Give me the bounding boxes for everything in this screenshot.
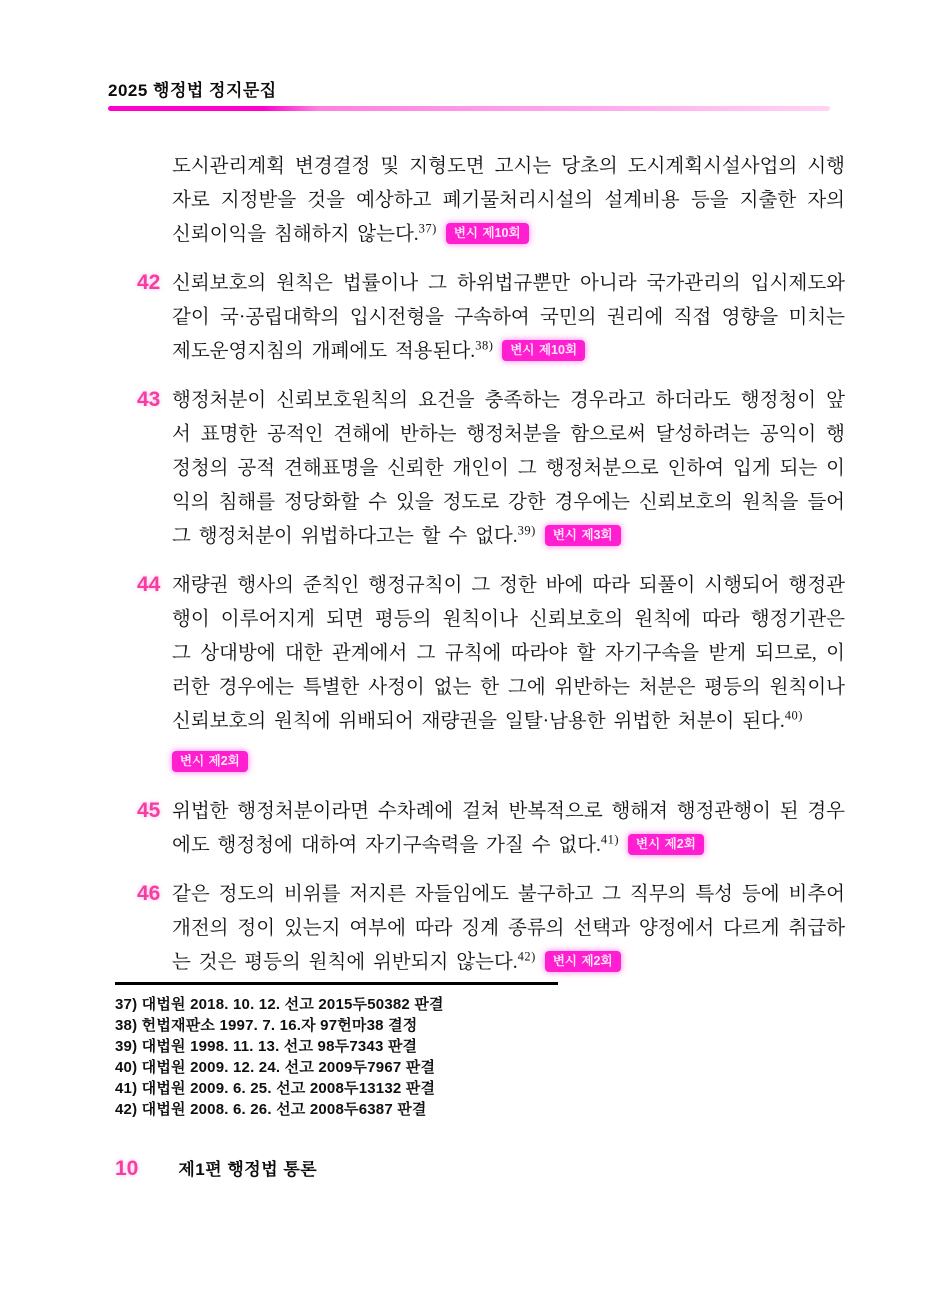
footnotes-section	[115, 982, 635, 1120]
footnote-ref: 40)	[784, 708, 803, 723]
footnote-37: 37) 대법원 2018. 10. 12. 선고 2015두50382 판결	[115, 996, 444, 1013]
exam-badge: 변시 제2회	[628, 834, 704, 855]
statement-text: 도시관리계획 변경결정 및 지형도면 고시는 당초의 도시계획시설사업의 시행자로 지정받을 것을 예상하고 폐기물처리시설의 설계비용 등을 지출한 자의 신뢰이익을 침해하지 않는다.	[172, 156, 845, 245]
statement-item-46	[137, 878, 845, 980]
item-number: 46	[137, 882, 161, 905]
statement-item-45	[137, 795, 845, 863]
badge-line	[172, 746, 845, 780]
exam-badge: 변시 제2회	[545, 951, 621, 972]
section-title: 제1편 행정법 통론	[178, 1160, 318, 1179]
page-header	[108, 76, 830, 111]
footnote-42: 42) 대법원 2008. 6. 26. 선고 2008두6387 판결	[115, 1101, 427, 1118]
footnote-39: 39) 대법원 1998. 11. 13. 선고 98두7343 판결	[115, 1038, 418, 1055]
item-number: 44	[137, 573, 161, 596]
exam-badge: 변시 제10회	[502, 340, 585, 361]
footnote-41: 41) 대법원 2009. 6. 25. 선고 2008두13132 판결	[115, 1080, 436, 1097]
statement-text: 행정처분이 신뢰보호원칙의 요건을 충족하는 경우라고 하더라도 행정청이 앞서 표명한 공적인 견해에 반하는 행정처분을 함으로써 달성하려는 공익이 행정청의 공적 견해표명을 신뢰한 개인이 그 행정처분으로 인하여 입게 되는 이익의 침해를 정당화할 수 있을 정도로 강한 경우에는 신뢰보호의 원칙을 들어 그 행정처분이 위법하다고는 할 수 없다.	[172, 390, 845, 547]
statement-text: 위법한 행정처분이라면 수차례에 걸쳐 반복적으로 행해져 행정관행이 된 경우에도 행정청에 대하여 자기구속력을 가질 수 없다.	[172, 801, 845, 856]
statement-text: 같은 정도의 비위를 저지른 자들임에도 불구하고 그 직무의 특성 등에 비추어 개전의 정이 있는지 여부에 따라 징계 종류의 선택과 양정에서 다르게 취급하는 것은 평등의 원칙에 위반되지 않는다.	[172, 884, 845, 973]
statement-item-44	[137, 569, 845, 780]
statement-text: 재량권 행사의 준칙인 행정규칙이 그 정한 바에 따라 되풀이 시행되어 행정관행이 이루어지게 되면 평등의 원칙이나 신뢰보호의 원칙에 따라 행정기관은 그 상대방에 대한 관계에서 그 규칙에 따라야 할 자기구속을 받게 되므로, 이러한 경우에는 특별한 사정이 없는 한 그에 위반하는 처분은 평등의 원칙이나 신뢰보호의 원칙에 위배되어 재량권을 일탈·남용한 위법한 처분이 된다.	[172, 575, 845, 732]
statement-item-41-continued	[172, 150, 845, 252]
statement-item-43	[137, 384, 845, 554]
page-footer	[115, 1155, 815, 1181]
exam-badge: 변시 제3회	[545, 525, 621, 546]
footnote-ref: 42)	[517, 949, 536, 964]
statements-section	[137, 150, 845, 995]
item-number: 45	[137, 799, 161, 822]
exam-badge: 변시 제2회	[172, 751, 248, 772]
statement-text: 신뢰보호의 원칙은 법률이나 그 하위법규뿐만 아니라 국가관리의 입시제도와 같이 국·공립대학의 입시전형을 구속하여 국민의 권리에 직접 영향을 미치는 제도운영지침의 개폐에도 적용된다.	[172, 273, 845, 362]
footnote-38: 38) 헌법재판소 1997. 7. 16.자 97헌마38 결정	[115, 1017, 418, 1034]
header-rule	[108, 106, 830, 111]
footnote-ref: 41)	[600, 832, 620, 847]
footnote-ref: 38)	[475, 338, 494, 353]
footnote-ref: 37)	[418, 221, 437, 236]
page-number: 10	[115, 1157, 139, 1180]
statement-item-42	[137, 267, 845, 369]
footnote-rule	[115, 982, 558, 985]
footnote-40: 40) 대법원 2009. 12. 24. 선고 2009두7967 판결	[115, 1059, 436, 1076]
item-number: 42	[137, 271, 161, 294]
exam-badge: 변시 제10회	[446, 223, 529, 244]
item-number: 43	[137, 388, 161, 411]
book-title: 2025 행정법 정지문집	[108, 81, 277, 100]
footnote-ref: 39)	[517, 523, 536, 538]
